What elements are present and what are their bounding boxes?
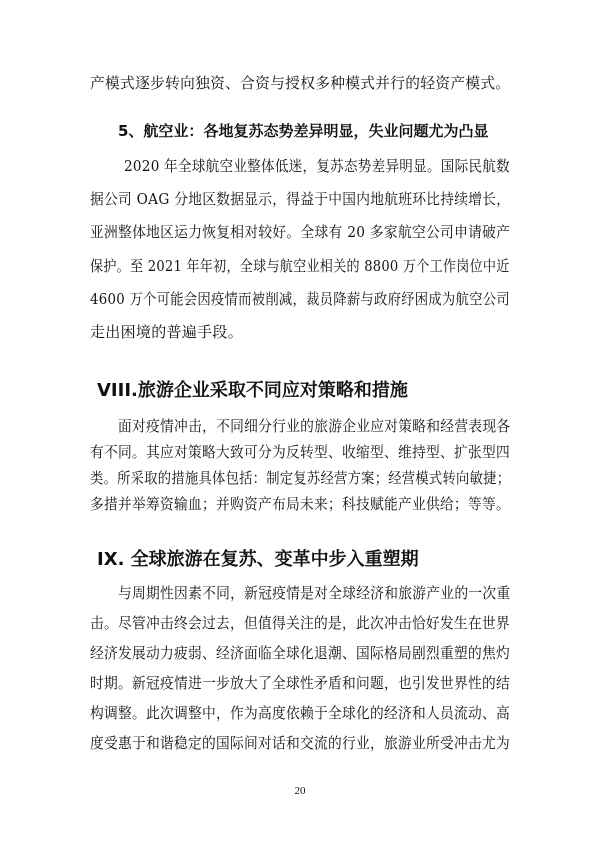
paragraph-line: 构调整。此次调整中，作为高度依赖于全球化的经济和人员流动、高 [90, 704, 511, 722]
paragraph-line: 2020 年全球航空业整体低迷，复苏态势差异明显。国际民航数 [124, 157, 510, 175]
paragraph-line: 经济发展动力疲弱、经济面临全球化退潮、国际格局剧烈重塑的焦灼 [90, 644, 511, 662]
section-9-heading: IX. 全球旅游在复苏、变革中步入重塑期 [97, 549, 419, 570]
paragraph-line: 类。所采取的措施具体包括：制定复苏经营方案；经营模式转向敏捷； [90, 469, 511, 487]
paragraph-line: 4600 万个可能会因疫情而被削减，裁员降薪与政府纾困成为航空公司 [90, 290, 510, 308]
paragraph-line: 保护。至 2021 年年初，全球与航空业相关的 8800 万个工作岗位中近 [90, 257, 510, 275]
section-8-heading: VIII.旅游企业采取不同应对策略和措施 [97, 380, 408, 401]
paragraph-line: 产模式逐步转向独资、合资与授权多种模式并行的轻资产模式。 [90, 74, 511, 92]
paragraph-line: 时期。新冠疫情进一步放大了全球性矛盾和问题，也引发世界性的结 [90, 674, 511, 692]
paragraph-line: 多措并举筹资输血；并购资产布局未来；科技赋能产业供给；等等。 [90, 495, 511, 513]
paragraph-line: 与周期性因素不同，新冠疫情是对全球经济和旅游产业的一次重 [118, 584, 511, 602]
paragraph-line: 有不同。其应对策略大致可分为反转型、收缩型、维持型、扩张型四 [90, 443, 511, 461]
paragraph-line: 据公司 OAG 分地区数据显示，得益于中国内地航班环比持续增长， [90, 190, 511, 208]
page-number: 20 [294, 785, 306, 797]
paragraph-line: 走出困境的普遍手段。 [90, 323, 244, 341]
section-5-heading: 5、航空业：各地复苏态势差异明显，失业问题尤为凸显 [118, 122, 489, 140]
paragraph-line: 面对疫情冲击，不同细分行业的旅游企业应对策略和经营表现各 [118, 417, 511, 435]
paragraph-line: 亚洲整体地区运力恢复相对较好。全球有 20 多家航空公司申请破产 [90, 223, 511, 241]
paragraph-line: 击。尽管冲击终会过去，但值得关注的是，此次冲击恰好发生在世界 [90, 614, 511, 632]
paragraph-line: 度受惠于和谐稳定的国际间对话和交流的行业，旅游业所受冲击尤为 [90, 734, 511, 752]
